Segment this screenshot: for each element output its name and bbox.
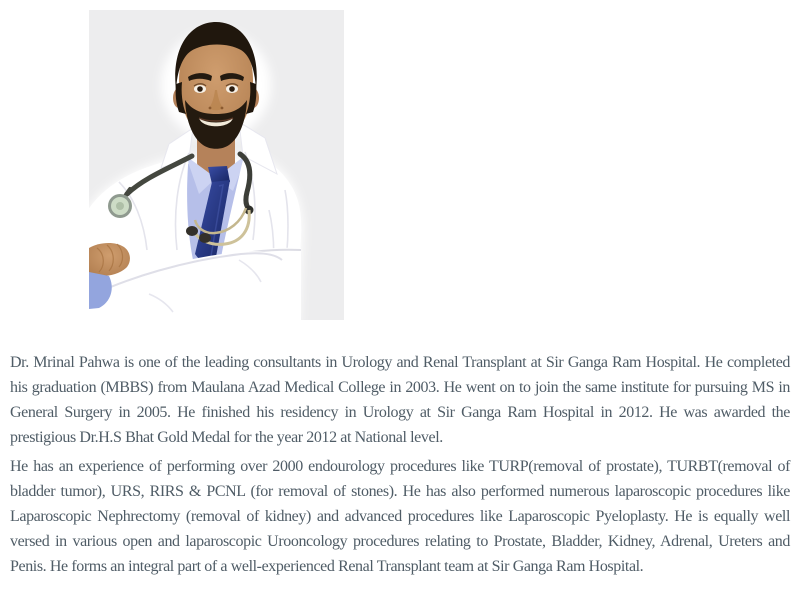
bio-section [10, 350, 790, 583]
doctor-photo-illustration [89, 10, 344, 320]
doctor-photo [89, 10, 344, 320]
bio-paragraph-1: Dr. Mrinal Pahwa is one of the leading consultants in Urology and Renal Transplant at Sir Ganga Ram Hospital. He completed his graduation (MBBS) from Maulana Azad Medical College in 2003. He went on to join the same institute for pursuing MS in General Surgery in 2005. He finished his residency in Urology at Sir Ganga Ram Hospital in 2012. He was awarded the prestigious Dr.H.S Bhat Gold Medal for the year 2012 at National level. [10, 354, 790, 446]
bio-paragraph-2: He has an experience of performing over 2000 endourology procedures like TURP(removal of prostate), TURBT(removal of bladder tumor), URS, RIRS & PCNL (for removal of stones). He has also performed numerous laparoscopic procedures like Laparoscopic Nephrectomy (removal of kidney) and advanced procedures like Laparoscopic Pyeloplasty. He is equally well versed in various open and laparoscopic Urooncology procedures relating to Prostate, Bladder, Kidney, Adrenal, Ureters and Penis. He forms an integral part of a well-experienced Renal Transplant team at Sir Ganga Ram Hospital. [10, 458, 790, 575]
